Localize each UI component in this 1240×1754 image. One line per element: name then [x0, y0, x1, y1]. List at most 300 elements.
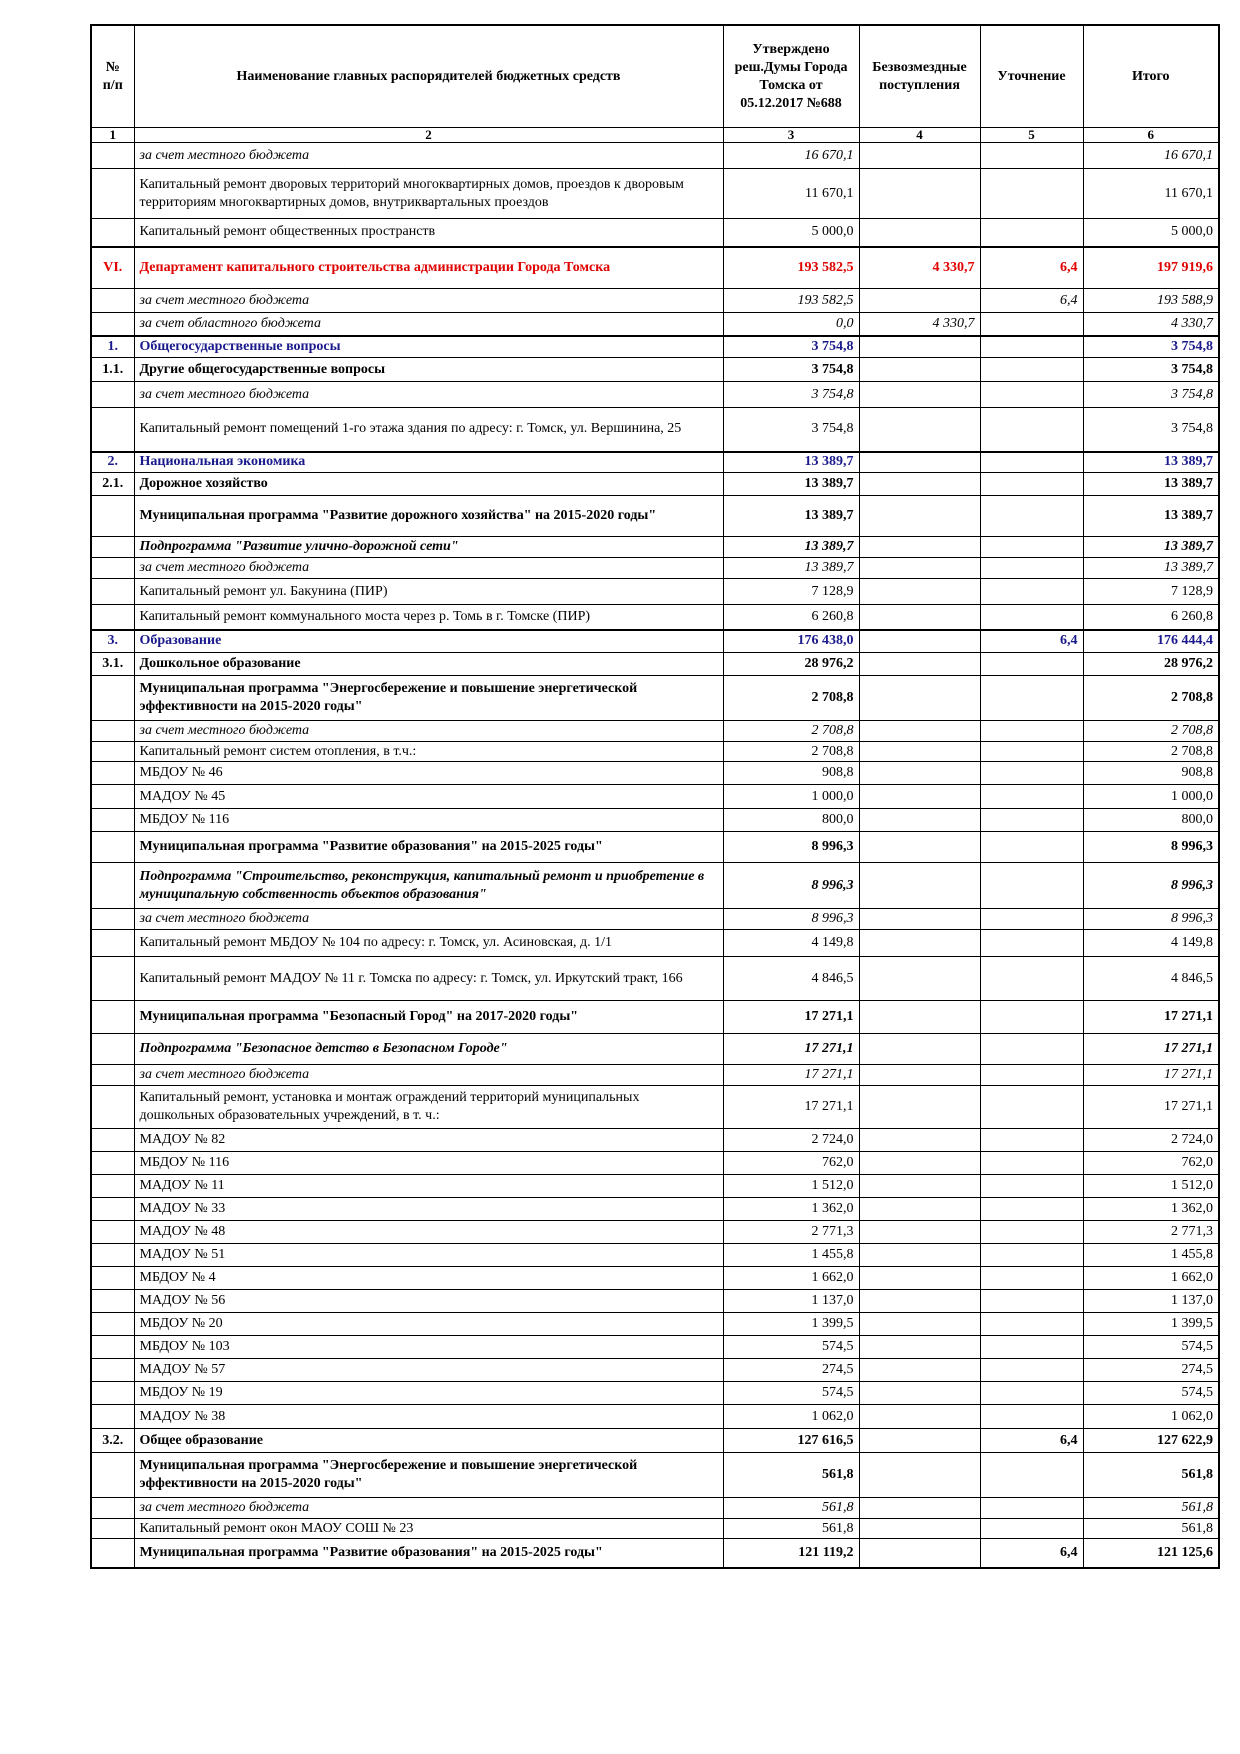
grants-value: 4 330,7 — [859, 247, 980, 289]
approved-value: 1 662,0 — [723, 1267, 859, 1290]
row-name: Дорожное хозяйство — [134, 473, 723, 496]
total-value: 11 670,1 — [1083, 169, 1219, 219]
row-number — [91, 742, 134, 762]
table-row — [91, 579, 1219, 605]
grants-value — [859, 742, 980, 762]
row-number: 3. — [91, 630, 134, 653]
row-number — [91, 579, 134, 605]
total-value: 1 362,0 — [1083, 1198, 1219, 1221]
total-value: 2 708,8 — [1083, 742, 1219, 762]
row-name: Подпрограмма "Строительство, реконструкция, капитальный ремонт и приобретение в муниципальную собственность объектов образования" — [134, 863, 723, 909]
row-number — [91, 1034, 134, 1065]
column-number: 5 — [980, 128, 1083, 143]
total-value: 17 271,1 — [1083, 1065, 1219, 1086]
adjustment-value — [980, 537, 1083, 558]
total-value: 561,8 — [1083, 1519, 1219, 1539]
total-value: 13 389,7 — [1083, 473, 1219, 496]
total-value: 1 000,0 — [1083, 785, 1219, 809]
grants-value — [859, 1244, 980, 1267]
approved-value: 5 000,0 — [723, 219, 859, 247]
adjustment-value — [980, 1034, 1083, 1065]
row-number — [91, 605, 134, 630]
grants-value — [859, 957, 980, 1001]
column-number: 1 — [91, 128, 134, 143]
adjustment-value — [980, 1359, 1083, 1382]
approved-value: 193 582,5 — [723, 289, 859, 313]
table-row — [91, 1336, 1219, 1359]
row-number — [91, 1290, 134, 1313]
approved-value: 8 996,3 — [723, 863, 859, 909]
approved-value: 17 271,1 — [723, 1086, 859, 1129]
row-name: МБДОУ № 116 — [134, 809, 723, 832]
grants-value — [859, 1453, 980, 1498]
row-name: Муниципальная программа "Развитие образования" на 2015-2025 годы" — [134, 832, 723, 863]
table-row — [91, 1244, 1219, 1267]
adjustment-value: 6,4 — [980, 630, 1083, 653]
grants-value — [859, 1336, 980, 1359]
approved-value: 17 271,1 — [723, 1034, 859, 1065]
approved-value: 574,5 — [723, 1382, 859, 1405]
row-number — [91, 408, 134, 452]
approved-value: 13 389,7 — [723, 452, 859, 473]
approved-value: 3 754,8 — [723, 382, 859, 408]
row-number — [91, 1221, 134, 1244]
row-name: МАДОУ № 57 — [134, 1359, 723, 1382]
row-name: Капитальный ремонт ул. Бакунина (ПИР) — [134, 579, 723, 605]
row-name: МАДОУ № 82 — [134, 1129, 723, 1152]
column-number: 2 — [134, 128, 723, 143]
adjustment-value — [980, 1519, 1083, 1539]
column-number: 4 — [859, 128, 980, 143]
adjustment-value — [980, 1244, 1083, 1267]
grants-value — [859, 1129, 980, 1152]
adjustment-value — [980, 909, 1083, 930]
row-name: МАДОУ № 48 — [134, 1221, 723, 1244]
adjustment-value — [980, 1221, 1083, 1244]
row-name: Подпрограмма "Развитие улично-дорожной сети" — [134, 537, 723, 558]
table-row — [91, 1001, 1219, 1034]
total-value: 2 708,8 — [1083, 676, 1219, 721]
row-name: Подпрограмма "Безопасное детство в Безопасном Городе" — [134, 1034, 723, 1065]
row-number — [91, 496, 134, 537]
adjustment-value — [980, 358, 1083, 382]
total-value: 1 137,0 — [1083, 1290, 1219, 1313]
row-name: за счет областного бюджета — [134, 313, 723, 336]
total-value: 13 389,7 — [1083, 537, 1219, 558]
grants-value — [859, 1152, 980, 1175]
row-number: 3.1. — [91, 653, 134, 676]
approved-value: 28 976,2 — [723, 653, 859, 676]
table-header-row — [91, 25, 1219, 128]
header-approved: Утверждено реш.Думы Города Томска от 05.12.2017 №688 — [723, 25, 859, 128]
row-name: за счет местного бюджета — [134, 382, 723, 408]
grants-value — [859, 1267, 980, 1290]
approved-value: 13 389,7 — [723, 496, 859, 537]
total-value: 17 271,1 — [1083, 1086, 1219, 1129]
table-row — [91, 1498, 1219, 1519]
adjustment-value — [980, 1175, 1083, 1198]
row-name: Дошкольное образование — [134, 653, 723, 676]
approved-value: 561,8 — [723, 1453, 859, 1498]
row-number — [91, 1313, 134, 1336]
adjustment-value — [980, 452, 1083, 473]
table-row — [91, 762, 1219, 785]
approved-value: 8 996,3 — [723, 909, 859, 930]
approved-value: 3 754,8 — [723, 336, 859, 358]
row-number — [91, 219, 134, 247]
table-row — [91, 1065, 1219, 1086]
row-name: МАДОУ № 45 — [134, 785, 723, 809]
row-name: Капитальный ремонт дворовых территорий многоквартирных домов, проездов к дворовым территориям многоквартирных домов, внутриквартальных проездов — [134, 169, 723, 219]
approved-value: 908,8 — [723, 762, 859, 785]
grants-value — [859, 809, 980, 832]
table-row — [91, 558, 1219, 579]
row-name: за счет местного бюджета — [134, 289, 723, 313]
adjustment-value — [980, 1313, 1083, 1336]
approved-value: 16 670,1 — [723, 143, 859, 169]
total-value: 8 996,3 — [1083, 863, 1219, 909]
column-number-row — [91, 128, 1219, 143]
row-name: МБДОУ № 116 — [134, 1152, 723, 1175]
total-value: 4 330,7 — [1083, 313, 1219, 336]
table-row — [91, 863, 1219, 909]
grants-value — [859, 382, 980, 408]
row-number — [91, 863, 134, 909]
adjustment-value — [980, 169, 1083, 219]
table-row — [91, 1086, 1219, 1129]
grants-value — [859, 336, 980, 358]
adjustment-value — [980, 382, 1083, 408]
approved-value: 1 455,8 — [723, 1244, 859, 1267]
row-name: Общегосударственные вопросы — [134, 336, 723, 358]
table-row — [91, 1034, 1219, 1065]
grants-value — [859, 930, 980, 957]
total-value: 8 996,3 — [1083, 832, 1219, 863]
table-row — [91, 452, 1219, 473]
approved-value: 2 724,0 — [723, 1129, 859, 1152]
grants-value — [859, 1359, 980, 1382]
header-adjustment: Уточнение — [980, 25, 1083, 128]
grants-value — [859, 1498, 980, 1519]
row-name: Другие общегосударственные вопросы — [134, 358, 723, 382]
row-number — [91, 1539, 134, 1568]
row-name: Муниципальная программа "Безопасный Город" на 2017-2020 годы" — [134, 1001, 723, 1034]
adjustment-value — [980, 496, 1083, 537]
total-value: 6 260,8 — [1083, 605, 1219, 630]
grants-value — [859, 1290, 980, 1313]
row-number — [91, 143, 134, 169]
table-row — [91, 382, 1219, 408]
grants-value — [859, 863, 980, 909]
grants-value — [859, 169, 980, 219]
grants-value — [859, 452, 980, 473]
row-name: МАДОУ № 11 — [134, 1175, 723, 1198]
adjustment-value — [980, 742, 1083, 762]
grants-value — [859, 721, 980, 742]
adjustment-value — [980, 863, 1083, 909]
row-number — [91, 1086, 134, 1129]
approved-value: 274,5 — [723, 1359, 859, 1382]
grants-value — [859, 1382, 980, 1405]
approved-value: 0,0 — [723, 313, 859, 336]
table-row — [91, 496, 1219, 537]
row-number: 2. — [91, 452, 134, 473]
table-row — [91, 1221, 1219, 1244]
grants-value: 4 330,7 — [859, 313, 980, 336]
total-value: 16 670,1 — [1083, 143, 1219, 169]
adjustment-value — [980, 336, 1083, 358]
table-row — [91, 336, 1219, 358]
total-value: 1 512,0 — [1083, 1175, 1219, 1198]
approved-value: 13 389,7 — [723, 558, 859, 579]
row-number — [91, 762, 134, 785]
table-row — [91, 832, 1219, 863]
grants-value — [859, 537, 980, 558]
adjustment-value — [980, 930, 1083, 957]
row-number — [91, 382, 134, 408]
header-grants: Безвозмездные поступления — [859, 25, 980, 128]
grants-value — [859, 785, 980, 809]
approved-value: 561,8 — [723, 1498, 859, 1519]
adjustment-value — [980, 143, 1083, 169]
row-name: МБДОУ № 103 — [134, 1336, 723, 1359]
table-row — [91, 1129, 1219, 1152]
approved-value: 7 128,9 — [723, 579, 859, 605]
total-value: 193 588,9 — [1083, 289, 1219, 313]
row-name: Муниципальная программа "Развитие образования" на 2015-2025 годы" — [134, 1539, 723, 1568]
adjustment-value — [980, 1065, 1083, 1086]
approved-value: 762,0 — [723, 1152, 859, 1175]
adjustment-value — [980, 1336, 1083, 1359]
table-row — [91, 1198, 1219, 1221]
row-number — [91, 1129, 134, 1152]
total-value: 762,0 — [1083, 1152, 1219, 1175]
adjustment-value — [980, 1001, 1083, 1034]
approved-value: 2 771,3 — [723, 1221, 859, 1244]
grants-value — [859, 1539, 980, 1568]
table-row — [91, 630, 1219, 653]
row-number — [91, 1453, 134, 1498]
row-number — [91, 1001, 134, 1034]
row-number — [91, 289, 134, 313]
total-value: 197 919,6 — [1083, 247, 1219, 289]
table-row — [91, 247, 1219, 289]
grants-value — [859, 762, 980, 785]
adjustment-value — [980, 219, 1083, 247]
row-name: МБДОУ № 4 — [134, 1267, 723, 1290]
total-value: 1 455,8 — [1083, 1244, 1219, 1267]
approved-value: 121 119,2 — [723, 1539, 859, 1568]
row-number — [91, 1175, 134, 1198]
row-name: за счет местного бюджета — [134, 1065, 723, 1086]
approved-value: 1 000,0 — [723, 785, 859, 809]
grants-value — [859, 1405, 980, 1429]
total-value: 5 000,0 — [1083, 219, 1219, 247]
adjustment-value — [980, 809, 1083, 832]
row-number — [91, 1267, 134, 1290]
row-number — [91, 809, 134, 832]
row-number — [91, 1336, 134, 1359]
row-number — [91, 537, 134, 558]
adjustment-value — [980, 676, 1083, 721]
approved-value: 6 260,8 — [723, 605, 859, 630]
table-row — [91, 537, 1219, 558]
grants-value — [859, 289, 980, 313]
row-number — [91, 1519, 134, 1539]
adjustment-value: 6,4 — [980, 1539, 1083, 1568]
table-row — [91, 605, 1219, 630]
grants-value — [859, 909, 980, 930]
total-value: 574,5 — [1083, 1382, 1219, 1405]
adjustment-value: 6,4 — [980, 247, 1083, 289]
table-row — [91, 676, 1219, 721]
total-value: 574,5 — [1083, 1336, 1219, 1359]
grants-value — [859, 832, 980, 863]
approved-value: 4 846,5 — [723, 957, 859, 1001]
row-number — [91, 1065, 134, 1086]
row-name: Капитальный ремонт систем отопления, в т.ч.: — [134, 742, 723, 762]
row-name: МАДОУ № 51 — [134, 1244, 723, 1267]
adjustment-value — [980, 957, 1083, 1001]
total-value: 127 622,9 — [1083, 1429, 1219, 1453]
column-number: 3 — [723, 128, 859, 143]
total-value: 176 444,4 — [1083, 630, 1219, 653]
adjustment-value — [980, 473, 1083, 496]
header-total: Итого — [1083, 25, 1219, 128]
table-row — [91, 930, 1219, 957]
total-value: 4 149,8 — [1083, 930, 1219, 957]
row-name: Муниципальная программа "Развитие дорожного хозяйства" на 2015-2020 годы" — [134, 496, 723, 537]
adjustment-value — [980, 785, 1083, 809]
adjustment-value: 6,4 — [980, 1429, 1083, 1453]
row-name: Департамент капитального строительства администрации Города Томска — [134, 247, 723, 289]
row-number — [91, 1405, 134, 1429]
row-name: Общее образование — [134, 1429, 723, 1453]
row-name: Капитальный ремонт коммунального моста через р. Томь в г. Томске (ПИР) — [134, 605, 723, 630]
adjustment-value — [980, 721, 1083, 742]
grants-value — [859, 653, 980, 676]
table-row — [91, 1539, 1219, 1568]
total-value: 2 708,8 — [1083, 721, 1219, 742]
grants-value — [859, 358, 980, 382]
adjustment-value — [980, 1152, 1083, 1175]
approved-value: 3 754,8 — [723, 358, 859, 382]
table-row — [91, 1519, 1219, 1539]
approved-value: 561,8 — [723, 1519, 859, 1539]
adjustment-value — [980, 1453, 1083, 1498]
adjustment-value — [980, 1290, 1083, 1313]
total-value: 4 846,5 — [1083, 957, 1219, 1001]
row-number — [91, 909, 134, 930]
table-row — [91, 219, 1219, 247]
approved-value: 800,0 — [723, 809, 859, 832]
approved-value: 11 670,1 — [723, 169, 859, 219]
row-number — [91, 957, 134, 1001]
grants-value — [859, 408, 980, 452]
total-value: 8 996,3 — [1083, 909, 1219, 930]
total-value: 908,8 — [1083, 762, 1219, 785]
table-row — [91, 1405, 1219, 1429]
total-value: 7 128,9 — [1083, 579, 1219, 605]
row-number — [91, 1152, 134, 1175]
adjustment-value — [980, 408, 1083, 452]
table-row — [91, 1267, 1219, 1290]
table-row — [91, 1152, 1219, 1175]
table-row — [91, 1429, 1219, 1453]
grants-value — [859, 579, 980, 605]
table-row — [91, 313, 1219, 336]
total-value: 3 754,8 — [1083, 382, 1219, 408]
adjustment-value — [980, 579, 1083, 605]
total-value: 13 389,7 — [1083, 452, 1219, 473]
total-value: 561,8 — [1083, 1453, 1219, 1498]
grants-value — [859, 1175, 980, 1198]
row-name: МАДОУ № 56 — [134, 1290, 723, 1313]
total-value: 800,0 — [1083, 809, 1219, 832]
row-name: Муниципальная программа "Энергосбережение и повышение энергетической эффективности на 2015-2020 годы" — [134, 676, 723, 721]
row-name: Капитальный ремонт окон МАОУ СОШ № 23 — [134, 1519, 723, 1539]
grants-value — [859, 1313, 980, 1336]
adjustment-value — [980, 558, 1083, 579]
approved-value: 2 708,8 — [723, 742, 859, 762]
row-number — [91, 1382, 134, 1405]
row-number: 1. — [91, 336, 134, 358]
approved-value: 8 996,3 — [723, 832, 859, 863]
table-row — [91, 1290, 1219, 1313]
row-name: Капитальный ремонт общественных пространств — [134, 219, 723, 247]
adjustment-value — [980, 832, 1083, 863]
table-row — [91, 1359, 1219, 1382]
approved-value: 13 389,7 — [723, 537, 859, 558]
total-value: 17 271,1 — [1083, 1034, 1219, 1065]
row-number — [91, 832, 134, 863]
total-value: 274,5 — [1083, 1359, 1219, 1382]
table-row — [91, 721, 1219, 742]
adjustment-value: 6,4 — [980, 289, 1083, 313]
approved-value: 2 708,8 — [723, 721, 859, 742]
budget-table — [90, 24, 1220, 1569]
approved-value: 1 399,5 — [723, 1313, 859, 1336]
row-number — [91, 1498, 134, 1519]
approved-value: 1 137,0 — [723, 1290, 859, 1313]
grants-value — [859, 1065, 980, 1086]
grants-value — [859, 676, 980, 721]
approved-value: 127 616,5 — [723, 1429, 859, 1453]
row-name: за счет местного бюджета — [134, 558, 723, 579]
row-name: за счет местного бюджета — [134, 1498, 723, 1519]
row-name: Капитальный ремонт МАДОУ № 11 г. Томска по адресу: г. Томск, ул. Иркутский тракт, 166 — [134, 957, 723, 1001]
row-name: Капитальный ремонт, установка и монтаж ограждений территорий муниципальных дошкольных образовательных учреждений, в т. ч.: — [134, 1086, 723, 1129]
row-name: Капитальный ремонт помещений 1-го этажа здания по адресу: г. Томск, ул. Вершинина, 25 — [134, 408, 723, 452]
row-number — [91, 1244, 134, 1267]
grants-value — [859, 496, 980, 537]
row-number — [91, 169, 134, 219]
table-row — [91, 653, 1219, 676]
total-value: 121 125,6 — [1083, 1539, 1219, 1568]
approved-value: 1 062,0 — [723, 1405, 859, 1429]
total-value: 13 389,7 — [1083, 558, 1219, 579]
table-row — [91, 957, 1219, 1001]
adjustment-value — [980, 653, 1083, 676]
adjustment-value — [980, 1405, 1083, 1429]
approved-value: 3 754,8 — [723, 408, 859, 452]
total-value: 1 062,0 — [1083, 1405, 1219, 1429]
adjustment-value — [980, 1267, 1083, 1290]
table-row — [91, 1453, 1219, 1498]
table-row — [91, 289, 1219, 313]
grants-value — [859, 1034, 980, 1065]
approved-value: 574,5 — [723, 1336, 859, 1359]
